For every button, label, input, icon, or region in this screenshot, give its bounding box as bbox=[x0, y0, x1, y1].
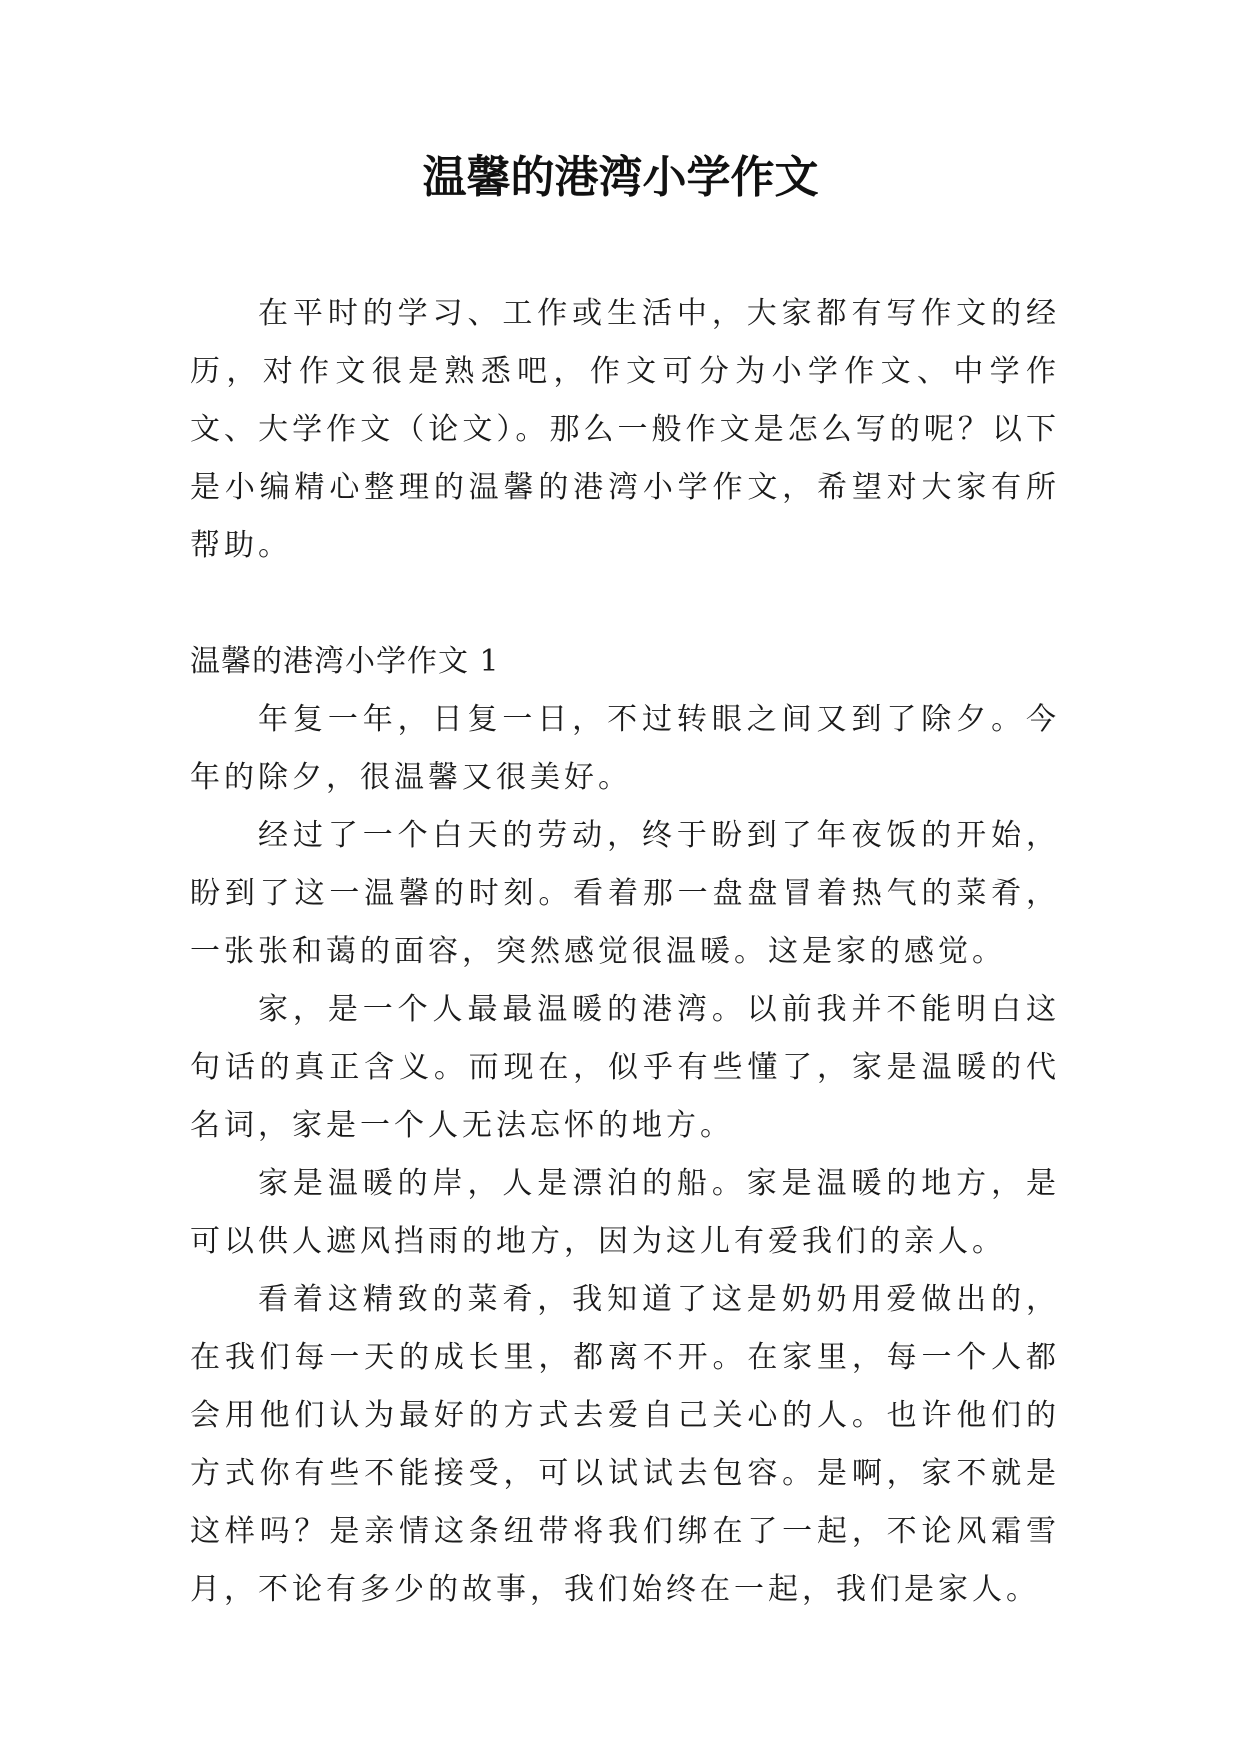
intro-paragraph: 在平时的学习、工作或生活中，大家都有写作文的经历，对作文很是熟悉吧，作文可分为小学作文、中学作文、大学作文（论文）。那么一般作文是怎么写的呢？以下是小编精心整理的温馨的港湾小学作文，希望对大家有所帮助。 bbox=[190, 296, 1060, 563]
body-paragraph: 年复一年，日复一日，不过转眼之间又到了除夕。今年的除夕，很温馨又很美好。 bbox=[190, 702, 1060, 795]
body-paragraph: 家，是一个人最最温暖的港湾。以前我并不能明白这句话的真正含义。而现在，似乎有些懂了，家是温暖的代名词，家是一个人无法忘怀的地方。 bbox=[190, 992, 1060, 1143]
body-paragraph: 家是温暖的岸，人是漂泊的船。家是温暖的地方，是可以供人遮风挡雨的地方，因为这儿有爱我们的亲人。 bbox=[190, 1166, 1060, 1259]
document-title: 温馨的港湾小学作文 bbox=[422, 152, 819, 203]
section-heading: 温馨的港湾小学作文 1 bbox=[190, 644, 500, 679]
body-paragraph: 经过了一个白天的劳动，终于盼到了年夜饭的开始，盼到了这一温馨的时刻。看着那一盘盘冒着热气的菜肴，一张张和蔼的面容，突然感觉很温暖。这是家的感觉。 bbox=[190, 818, 1060, 969]
body-paragraph: 看着这精致的菜肴，我知道了这是奶奶用爱做出的，在我们每一天的成长里，都离不开。在家里，每一个人都会用他们认为最好的方式去爱自己关心的人。也许他们的方式你有些不能接受，可以试试去包容。是啊，家不就是这样吗？是亲情这条纽带将我们绑在了一起，不论风霜雪月，不论有多少的故事，我们始终在一起，我们是家人。 bbox=[190, 1282, 1060, 1607]
document-body bbox=[190, 285, 1060, 1619]
